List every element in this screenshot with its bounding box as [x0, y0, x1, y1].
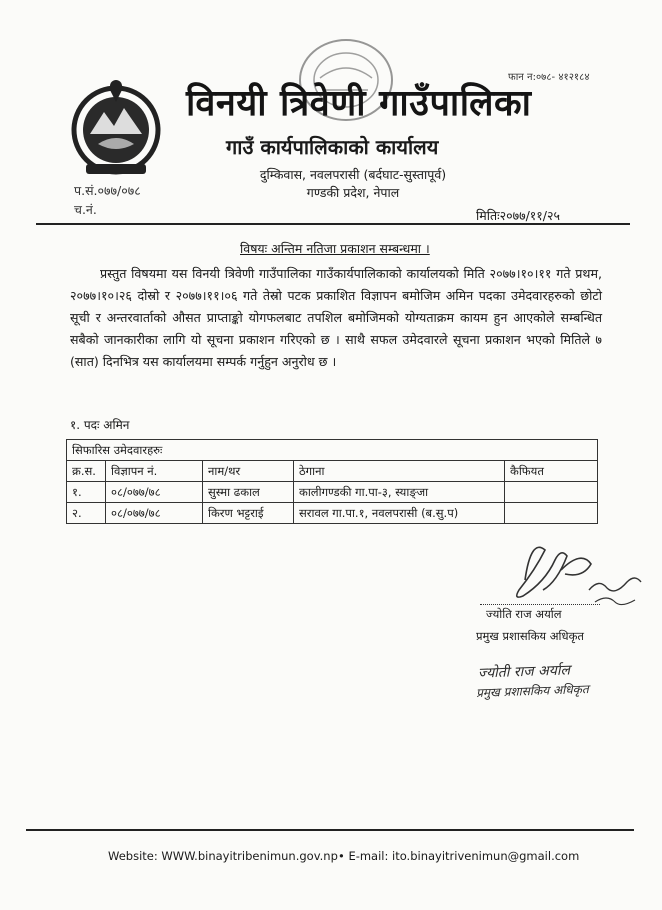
signature-line: [480, 604, 600, 605]
ref-number: प.सं.०७७/०७८: [74, 183, 141, 198]
cell-ad-no: ०८/०७७/७८: [106, 503, 203, 524]
table-caption-row: [67, 440, 598, 461]
candidates-table: [66, 439, 598, 524]
post-label: १. पदः अमिन: [70, 418, 130, 432]
footer-website: Website: WWW.binayitribenimun.gov.np: [108, 849, 338, 863]
nepal-emblem-icon: [70, 72, 162, 176]
table-row: [67, 503, 598, 524]
footer-divider: [26, 829, 634, 831]
office-title: विनयी त्रिवेणी गाउँपालिका: [186, 83, 532, 124]
cell-remarks: [505, 503, 598, 524]
header-divider: [36, 223, 630, 225]
col-header-sn: क्र.स.: [67, 461, 106, 482]
address-line-1: दुम्किवास, नवलपरासी (बर्दघाट-सुस्तापूर्व): [259, 167, 447, 182]
address-line-2: गण्डकी प्रदेश, नेपाल: [306, 185, 400, 200]
cell-remarks: [505, 482, 598, 503]
reference-block: [74, 181, 141, 219]
letter-date: मितिः२०७७/११/२५: [476, 208, 561, 223]
col-header-ad-no: विज्ञापन नं.: [106, 461, 203, 482]
signatory-designation: प्रमुख प्रशासकिय अधिकृत: [476, 629, 584, 643]
stamp-designation: प्रमुख प्रशासकिय अधिकृत: [475, 682, 589, 700]
cell-address: सरावल गा.पा.१, नवलपरासी (ब.सु.प): [294, 503, 505, 524]
table-caption: सिफारिस उमेदवारहरुः: [67, 440, 598, 461]
col-header-name: नाम/थर: [203, 461, 294, 482]
cell-name: किरण भट्टराई: [203, 503, 294, 524]
cell-address: कालीगण्डकी गा.पा-३, स्याङ्जा: [294, 482, 505, 503]
col-header-address: ठेगाना: [294, 461, 505, 482]
cell-sn: २.: [67, 503, 106, 524]
letter-body: प्रस्तुत विषयमा यस विनयी त्रिवेणी गाउँपालिका गाउँकार्यपालिकाको कार्यालयको मिति २०७७।१०।११ गते प्रथम, २०७७।१०।२६ दोस्रो र २०७७।११।०६ गते तेस्रो पटक प्रकाशित विज्ञापन बमोजिम अमिन पदका उमेदवारहरुको छोटो सूची र अन्तरवार्ताको औसत प्राप्ताङ्को योगफलबाट तपशिल बमोजिमको योग्यताक्रम कायम हुन आएकोले सम्बन्धित सबैको जानकारीका लागि यो सूचना प्रकाशन गरिएको छ । साथै सफल उमेदवारले सूचना प्रकाशन भएको मितिले ७ (सात) दिनभित्र यस कार्यालयमा सम्पर्क गर्नुहुन अनुरोध छ ।: [70, 266, 602, 369]
office-address: [238, 166, 468, 202]
phone-number: फान न:०७८- ४१२१८४: [508, 72, 590, 83]
letter-subject: विषयः अन्तिम नतिजा प्रकाशन सम्बन्धमा ।: [240, 241, 430, 256]
footer-email: • E-mail: ito.binayitrivenimun@gmail.com: [338, 849, 580, 863]
cell-name: सुस्मा ढकाल: [203, 482, 294, 503]
cell-ad-no: ०८/०७७/७८: [106, 482, 203, 503]
stamp-name: ज्योती राज अर्याल: [477, 662, 571, 682]
dispatch-number: च.नं.: [74, 202, 97, 217]
col-header-remarks: कैफियत: [505, 461, 598, 482]
signatory-name: ज्योति राज अर्याल: [486, 607, 562, 621]
cell-sn: १.: [67, 482, 106, 503]
table-row: [67, 482, 598, 503]
office-subtitle: गाउँ कार्यपालिकाको कार्यालय: [226, 135, 439, 159]
table-header-row: [67, 461, 598, 482]
